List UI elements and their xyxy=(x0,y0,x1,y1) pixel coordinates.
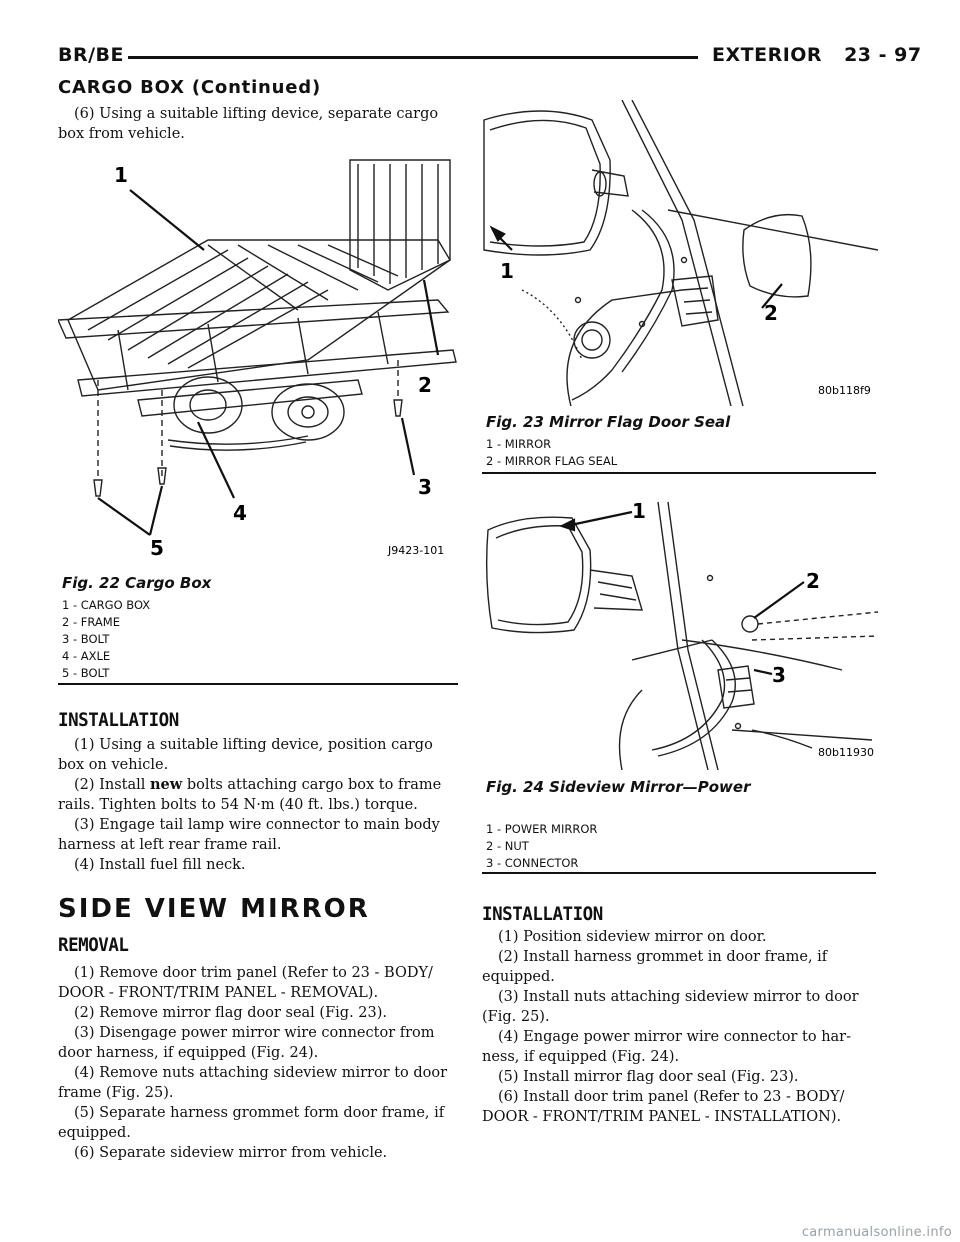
install-step: (4) Install fuel fill neck. xyxy=(74,857,246,873)
fig22-callout-1: 1 xyxy=(114,163,128,187)
intro-step: (6) Using a suitable lifting device, separate cargo box from vehicle. xyxy=(58,106,439,142)
fig24-rule xyxy=(482,872,876,874)
header-rule xyxy=(128,56,698,59)
intro-paragraph xyxy=(58,104,456,144)
fig22-illustration xyxy=(58,150,458,568)
fig22-rule xyxy=(58,683,458,685)
fig22-callout-3: 3 xyxy=(418,475,432,499)
legend-item: 3 - CONNECTOR xyxy=(486,856,579,870)
fig24-illustration xyxy=(482,490,878,770)
fig24-callout-3: 3 xyxy=(772,663,786,687)
install-step: (4) Engage power mirror wire connector to har- ness, if equipped (Fig. 24). xyxy=(482,1029,852,1065)
fig23-callout-2: 2 xyxy=(764,301,778,325)
removal-step: (6) Separate sideview mirror from vehicle. xyxy=(74,1145,388,1161)
header-model: BR/BE xyxy=(58,44,125,66)
install-step: (6) Install door trim panel (Refer to 23 - BODY/ DOOR - FRONT/TRIM PANEL - INSTALLATION). xyxy=(482,1089,845,1125)
install-step: (2) Install harness grommet in door frame, if equipped. xyxy=(482,949,828,985)
fig24-callout-2: 2 xyxy=(806,569,820,593)
fig22-legend xyxy=(62,597,150,682)
fig22-callout-4: 4 xyxy=(233,501,247,525)
mirror-flag-drawing xyxy=(482,100,878,406)
cargo-box-drawing xyxy=(58,150,458,568)
fig23-illustration xyxy=(482,100,878,406)
installation-heading-right: INSTALLATION xyxy=(482,903,603,925)
install-step: (1) Position sideview mirror on door. xyxy=(498,929,767,945)
legend-item: 2 - NUT xyxy=(486,839,529,853)
installation-steps-right xyxy=(482,927,878,1127)
removal-step: (2) Remove mirror flag door seal (Fig. 23). xyxy=(74,1005,388,1021)
fig24-code: 80b11930 xyxy=(818,746,874,759)
fig24-callout-1: 1 xyxy=(632,499,646,523)
fig24-legend xyxy=(486,821,597,872)
legend-item: 2 - FRAME xyxy=(62,615,120,629)
page-number: 23 - 97 xyxy=(844,44,922,66)
fig22-callout-5: 5 xyxy=(150,536,164,560)
fig23-rule xyxy=(482,472,876,474)
install-step: (1) Using a suitable lifting device, position cargo box on vehicle. xyxy=(58,737,433,773)
fig22-code: J9423-101 xyxy=(388,544,445,557)
legend-item: 4 - AXLE xyxy=(62,649,111,663)
watermark: carmanualsonline.info xyxy=(801,1225,952,1240)
fig23-title: Fig. 23 Mirror Flag Door Seal xyxy=(486,413,731,431)
removal-step: (5) Separate harness grommet form door frame, if equipped. xyxy=(58,1105,445,1141)
fig23-callout-1: 1 xyxy=(500,259,514,283)
power-mirror-drawing xyxy=(482,490,878,770)
installation-heading-left: INSTALLATION xyxy=(58,709,179,731)
removal-step: (1) Remove door trim panel (Refer to 23 - BODY/ DOOR - FRONT/TRIM PANEL - REMOVAL). xyxy=(58,965,433,1001)
removal-heading: REMOVAL xyxy=(58,934,129,956)
section-name: EXTERIOR xyxy=(712,44,823,66)
header-section xyxy=(712,44,922,66)
legend-item: 2 - MIRROR FLAG SEAL xyxy=(486,454,618,468)
continued-heading: CARGO BOX (Continued) xyxy=(58,77,322,98)
removal-step: (4) Remove nuts attaching sideview mirror to door frame (Fig. 25). xyxy=(58,1065,448,1101)
install-step: (3) Install nuts attaching sideview mirror to door (Fig. 25). xyxy=(482,989,859,1025)
legend-item: 1 - MIRROR xyxy=(486,437,552,451)
install-step: (5) Install mirror flag door seal (Fig. 23). xyxy=(498,1069,799,1085)
fig23-legend xyxy=(486,436,617,470)
fig22-callout-2: 2 xyxy=(418,373,432,397)
fig23-code: 80b118f9 xyxy=(818,384,871,397)
removal-steps xyxy=(58,963,456,1163)
legend-item: 1 - CARGO BOX xyxy=(62,598,151,612)
install-step: (3) Engage tail lamp wire connector to main body harness at left rear frame rail. xyxy=(58,817,440,853)
fig22-title: Fig. 22 Cargo Box xyxy=(62,574,212,592)
legend-item: 5 - BOLT xyxy=(62,666,110,680)
legend-item: 1 - POWER MIRROR xyxy=(486,822,598,836)
legend-item: 3 - BOLT xyxy=(62,632,110,646)
fig24-title: Fig. 24 Sideview Mirror—Power xyxy=(486,778,751,796)
installation-steps-left xyxy=(58,735,456,875)
install-step-2: (2) Install new bolts attaching cargo box to frame rails. Tighten bolts to 54 N·m (40 ft. lbs.) torque. xyxy=(58,776,442,813)
side-view-mirror-heading: SIDE VIEW MIRROR xyxy=(58,894,370,924)
removal-step: (3) Disengage power mirror wire connector from door harness, if equipped (Fig. 24). xyxy=(58,1025,435,1061)
